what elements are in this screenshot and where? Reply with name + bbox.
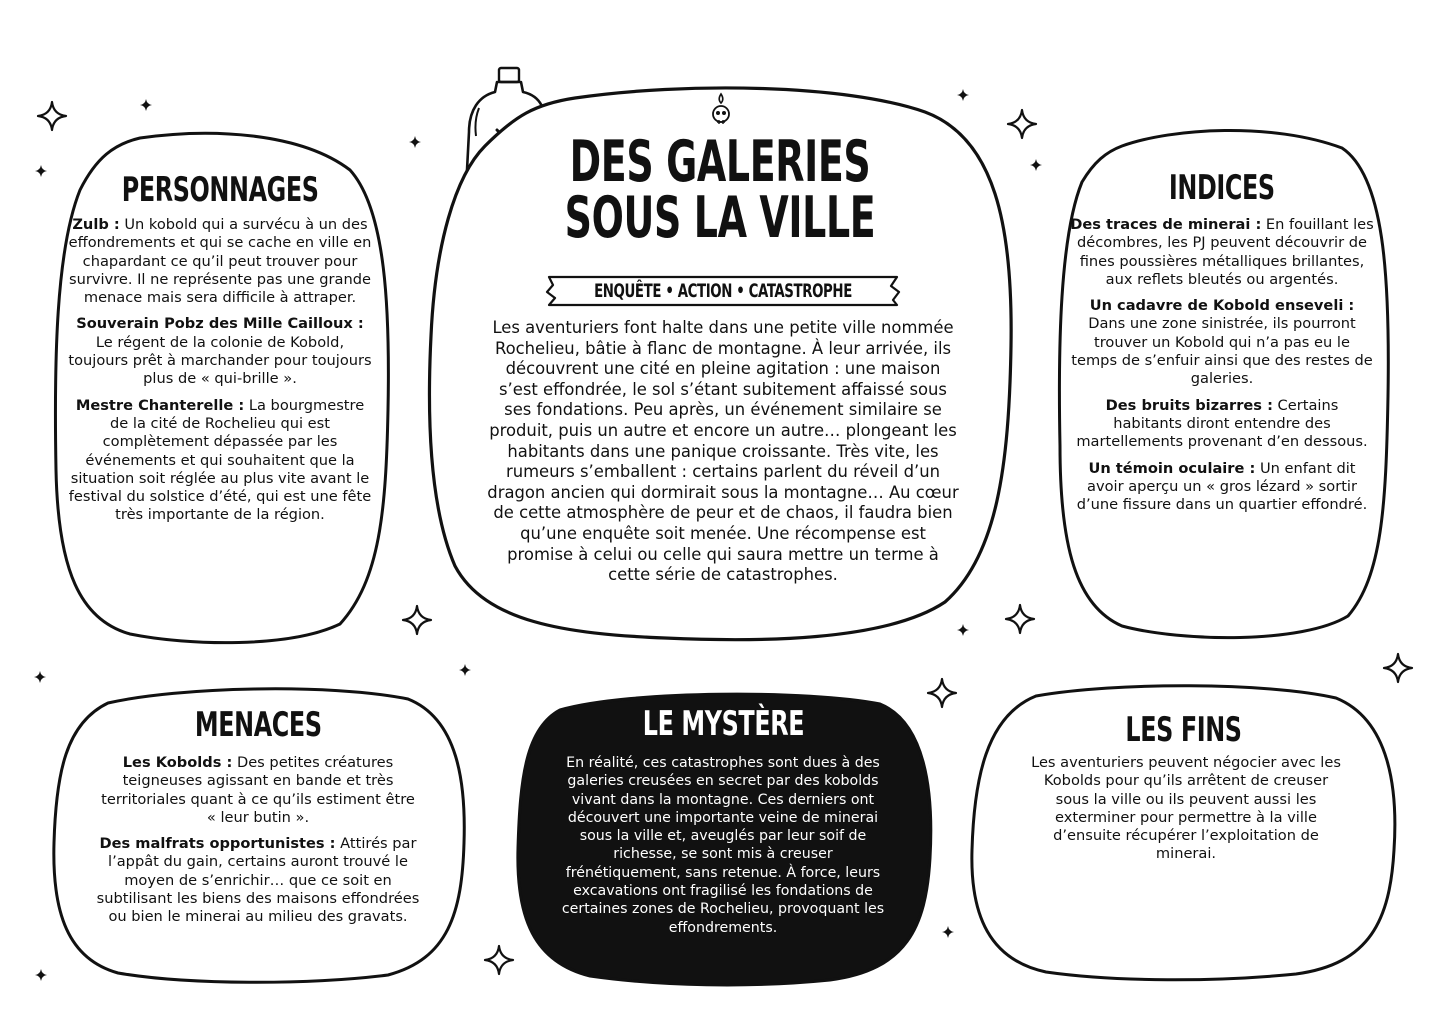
main-title-line2: SOUS LA VILLE [564,185,876,251]
clue-strange-noises: Des bruits bizarres : Certains habitants diront entendre des martellements provenant d’en dessous. [1076,396,1368,451]
character-pobz: Souverain Pobz des Mille Cailloux : Le régent de la colonie de Kobold, toujours prêt à marchander pour toujours plus de « qui-brille ». [68,315,372,388]
personnages-heading: PERSONNAGES [121,170,319,210]
tagline-banner [543,274,903,308]
sparkle-icon [35,969,47,981]
intro-text: Les aventuriers font halte dans une petite ville nommée Rochelieu, bâtie à flanc de montagne. À leur arrivée, ils découvrent une cité en pleine agitation : une maison s’est effondrée, le sol s’étant subitement affaissé sous ses fondations. Peu après, un événement similaire se produit, puis un autre et encore un autre… plongeant les habitants dans une panique croissante. Très vite, les rumeurs s’emballent : certains parlent du réveil d’un dragon ancien qui dormirait sous la montagne… Au cœur de cette atmosphère de peur et de chaos, il faudra bien qu’une enquête soit menée. Une récompense est promise à celui ou celle qui saura mettre un terme à cette série de catastrophes. [487,318,959,585]
main-title-line1: DES GALERIES [569,129,871,195]
sparkle-icon [35,165,47,177]
sparkle-icon [1384,654,1412,682]
fins-panel [966,680,1400,982]
sparkle-icon [459,664,471,676]
threat-opportunists: Des malfrats opportunistes : Attirés par l’appât du gain, certains auront trouvé le moyen de s’enrichir… que ce soit en subtilisant les biens des maisons effondrées ou bien le minerai au milieu des gravats. [96,835,420,926]
sparkle-icon [34,671,46,683]
sparkle-icon [140,99,152,111]
fins-text: Les aventuriers peuvent négocier avec les Kobolds pour qu’ils arrêtent de creuser sous la ville ou ils peuvent aussi les exterminer pour permettre à la ville d’ensuite récupérer l’exploitation de minerai. [1031,754,1341,863]
clue-kobold-body: Un cadavre de Kobold enseveli : Dans une zone sinistrée, ils pourront trouver un Kobold qui n’a pas eu le temps de s’enfuir ainsi que des restes de galeries. [1071,297,1373,388]
clue-ore-traces: Des traces de minerai : En fouillant les décombres, les PJ peuvent découvrir de fines poussières métalliques brillantes, aux reflets bleutés ou argentés. [1070,216,1374,288]
character-chanterelle: Mestre Chanterelle : La bourgmestre de la cité de Rochelieu qui est complètement dépassée par les événements et qui souhaitent que la situation soit réglée au plus vite avant le festival du solstice d’été, qui est une fête très importante de la région. [68,396,372,524]
sparkle-icon [1030,159,1042,171]
character-zulb: Zulb : Un kobold qui a survécu à un des effondrements et qui se cache en ville en chapardant ce qu’il peut trouver pour survivre. Il ne représente pas une grande menace mais sera difficile à attraper. [68,216,372,307]
menaces-panel [48,683,468,983]
threat-kobolds: Les Kobolds : Des petites créatures teigneuses agissant en bande et très territoriales quant à ce qu’ils estiment être « leur butin ». [101,754,415,826]
title-panel [425,86,1015,642]
sparkle-icon [38,102,66,130]
tagline-text: ENQUÊTE • ACTION • CATASTROPHE [594,280,852,302]
indices-panel [1052,126,1392,640]
mystere-text: En réalité, ces catastrophes sont dues à des galeries creusées en secret par des kobolds vivant dans la montagne. Ces derniers ont découvert une importante veine de minerai sous la ville et, aveuglés par leur soif de richesse, se sont mis à creuser frénétiquement, sans retenue. À force, leurs excavations ont fragilisé les fondations de certaines zones de Rochelieu, provoquant les effondrements. [561,755,885,936]
personnages-panel [50,130,390,645]
sparkle-icon [485,946,513,974]
skull-lantern-icon [709,92,733,128]
mystere-heading: LE MYSTÈRE [642,704,804,744]
indices-heading: INDICES [1169,168,1275,208]
clue-eyewitness: Un témoin oculaire : Un enfant dit avoir aperçu un « gros lézard » sortir d’une fissure dans un quartier effondré. [1076,459,1368,514]
menaces-heading: MENACES [194,705,322,745]
fins-heading: LES FINS [1124,710,1242,750]
sparkle-icon [409,136,421,148]
mystere-panel [510,688,936,984]
sparkle-icon [942,926,954,938]
